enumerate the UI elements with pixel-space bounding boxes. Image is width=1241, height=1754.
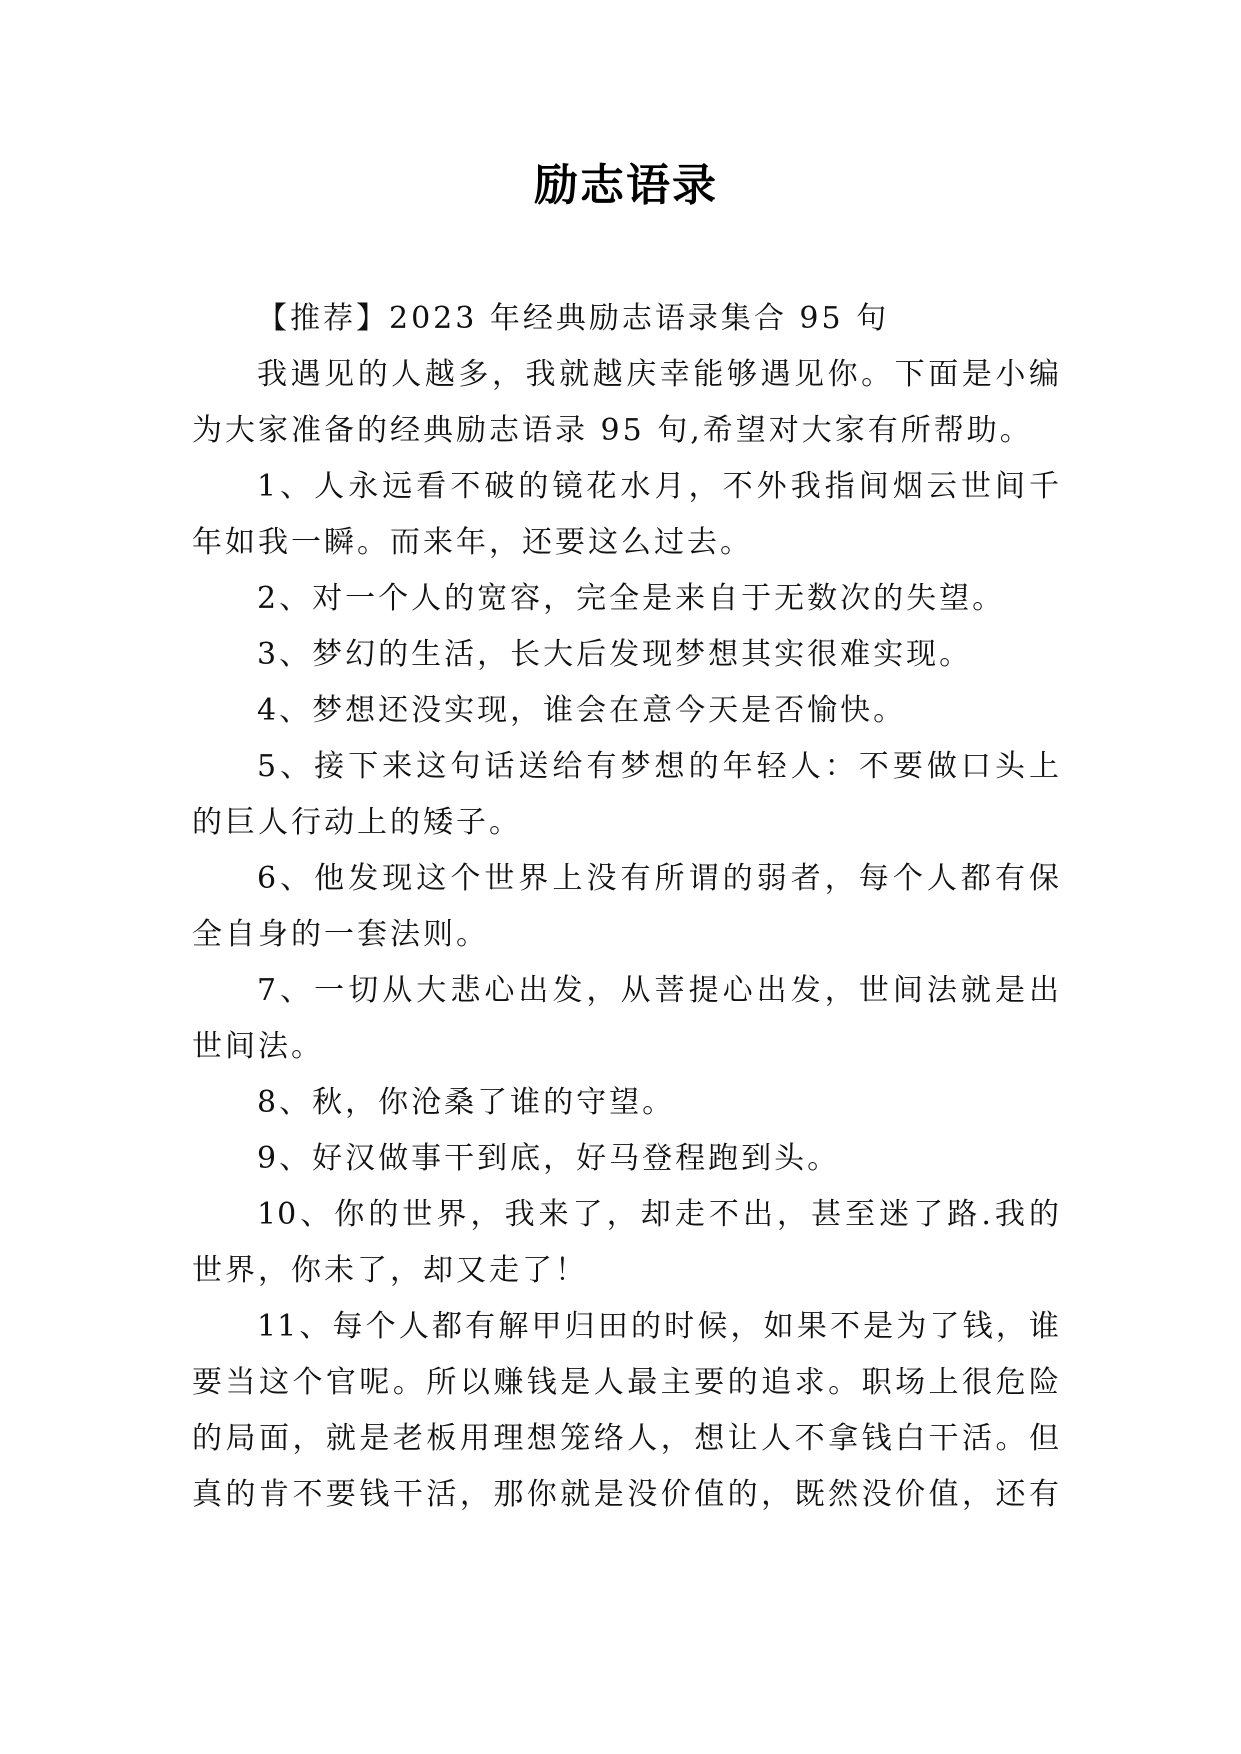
- quote-4: [192, 683, 1060, 739]
- text-line: 2、对一个人的宽容，完全是来自于无数次的失望。: [257, 581, 1006, 616]
- text-line: 9、好汉做事干到底，好马登程跑到头。: [257, 1141, 841, 1176]
- text-line: 要当这个官呢。所以赚钱是人最主要的追求。职场上很危险: [192, 1365, 1060, 1400]
- quote-10: [192, 1187, 1060, 1299]
- quote-9: [192, 1131, 1060, 1187]
- text-line: 5、接下来这句话送给有梦想的年轻人：不要做口头上: [257, 749, 1060, 784]
- text-line: 1、人永远看不破的镜花水月，不外我指间烟云世间千: [257, 469, 1060, 504]
- quote-3: [192, 627, 1060, 683]
- text-line: 全自身的一套法则。: [192, 917, 489, 952]
- paragraph-intro: [192, 347, 1060, 459]
- text-line: 真的肯不要钱干活，那你就是没价值的，既然没价值，还有: [192, 1477, 1060, 1512]
- text-line: 4、梦想还没实现，谁会在意今天是否愉快。: [257, 693, 907, 728]
- text-line: 10、你的世界，我来了，却走不出，甚至迷了路.我的: [257, 1197, 1060, 1232]
- document-title: 励志语录: [534, 160, 718, 211]
- quote-5: [192, 739, 1060, 851]
- text-line: 世间法。: [192, 1029, 324, 1064]
- text-line: 3、梦幻的生活，长大后发现梦想其实很难实现。: [257, 637, 973, 672]
- document-body: [192, 291, 1060, 1523]
- paragraph-recommend: [192, 291, 1060, 347]
- text-line: 11、每个人都有解甲归田的时候，如果不是为了钱，谁: [257, 1309, 1060, 1344]
- text-line: 7、一切从大悲心出发，从菩提心出发，世间法就是出: [257, 973, 1060, 1008]
- quote-11: [192, 1299, 1060, 1523]
- text-line: 8、秋，你沧桑了谁的守望。: [257, 1085, 676, 1120]
- quote-7: [192, 963, 1060, 1075]
- quote-8: [192, 1075, 1060, 1131]
- text-line: 年如我一瞬。而来年，还要这么过去。: [192, 525, 753, 560]
- text-line: 的局面，就是老板用理想笼络人，想让人不拿钱白干活。但: [192, 1421, 1060, 1456]
- text-line: 的巨人行动上的矮子。: [192, 805, 522, 840]
- quote-1: [192, 459, 1060, 571]
- quote-2: [192, 571, 1060, 627]
- text-line: 【推荐】2023 年经典励志语录集合 95 句: [257, 301, 890, 336]
- text-line: 我遇见的人越多，我就越庆幸能够遇见你。下面是小编: [257, 357, 1060, 392]
- text-line: 世界，你未了，却又走了！: [192, 1253, 588, 1288]
- text-line: 6、他发现这个世界上没有所谓的弱者，每个人都有保: [257, 861, 1060, 896]
- text-line: 为大家准备的经典励志语录 95 句,希望对大家有所帮助。: [192, 413, 1033, 448]
- quote-6: [192, 851, 1060, 963]
